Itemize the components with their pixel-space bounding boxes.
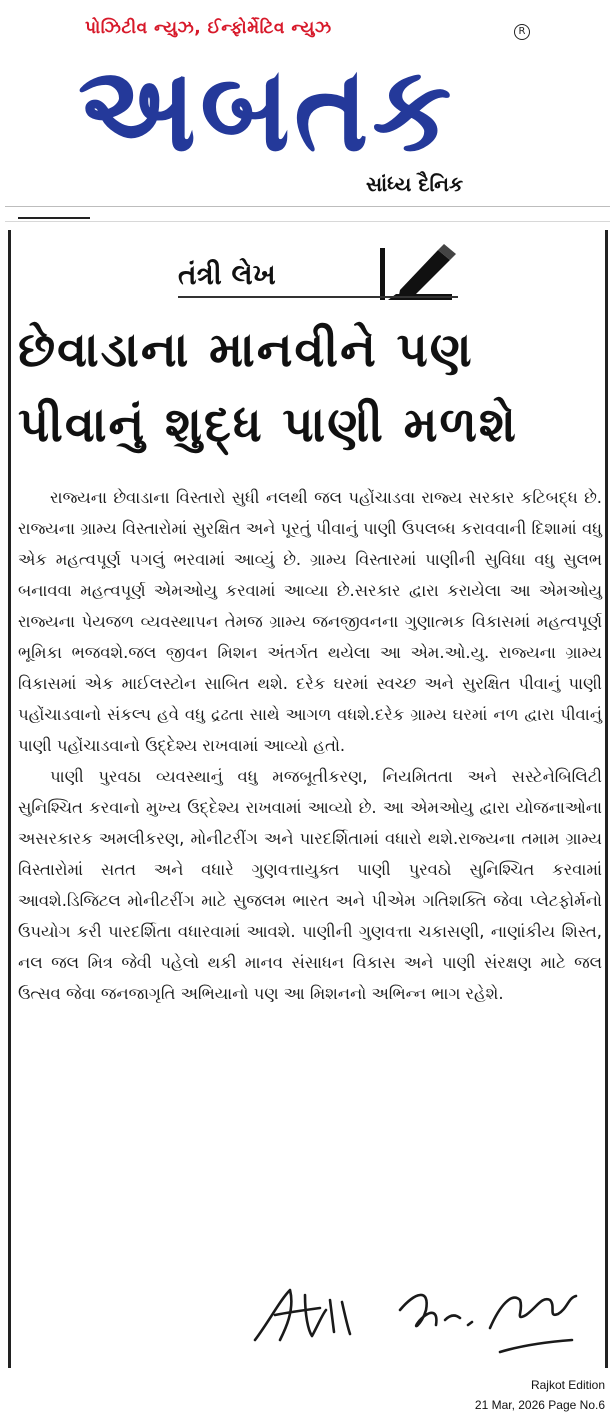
- section-underline: [178, 296, 458, 298]
- headline-line-1: છેવાડાના માનવીને પણ: [18, 322, 474, 378]
- registered-trademark-icon: R: [514, 24, 530, 40]
- headline-line-2: પીવાનું શુદ્ધ પાણી મળશે: [18, 397, 518, 453]
- pen-writing-icon: [378, 242, 458, 304]
- date-page-label: 21 Mar, 2026 Page No.6: [474, 1398, 605, 1412]
- masthead: [0, 0, 615, 215]
- masthead-divider: [5, 206, 610, 207]
- section-label: તંત્રી લેખ: [178, 258, 276, 291]
- masthead-subtitle: સાંધ્ય દૈનિક: [366, 172, 464, 196]
- editor-signature: [250, 1270, 580, 1355]
- accent-divider: [18, 217, 90, 219]
- article-paragraph-2: પાણી પુરવઠા વ્યવસ્થાનું વધુ મજબૂતીકરણ, નિયમિતતા અને સસ્ટેનેબિલિટી સુનિશ્ચિત કરવાનો મુખ્ય ઉદ્દેશ્ય રાખવામાં આવ્યો છે. આ એમઓયુ દ્વારા યોજનાઓના અસરકારક અમલીકરણ, મોનીટરીંગ અને પારદર્શિતામાં વધારો થશે.રાજ્યના તમામ ગ્રામ્ય વિસ્તારોમાં સતત અને વધારે ગુણવત્તાયુક્ત પાણી પુરવઠો સુનિશ્ચિત કરવામાં આવશે.ડિજિટલ મોનીટરીંગ માટે સુજલમ ભારત અને પીએમ ગતિશક્તિ જેવા પ્લેટફોર્મનો ઉપયોગ કરી પારદર્શિતા વધારવામાં આવશે. પાણીની ગુણવત્તા ચકાસણી, નાણાંકીય શિસ્ત, નલ જલ મિત્ર જેવી પહેલો થકી માનવ સંસાધન વિકાસ અને પાણી સંરક્ષણ માટે જલ ઉત્સવ જેવા જનજાગૃતિ અભિયાનો પણ આ મિશનનો અભિન્ન ભાગ રહેશે.: [18, 767, 602, 1003]
- edition-label: Rajkot Edition: [530, 1378, 605, 1392]
- article-body: [18, 482, 602, 1009]
- page-divider: [5, 221, 610, 222]
- newspaper-logo: અબતક: [78, 41, 456, 178]
- masthead-tagline: પોઝિટીવ ન્યુઝ, ઈન્ફોર્મેટિવ ન્યુઝ: [85, 18, 332, 38]
- article-paragraph-1: રાજ્યના છેવાડાના વિસ્તારો સુધી નલથી જલ પહોંચાડવા રાજ્ય સરકાર કટિબદ્ધ છે. રાજ્યના ગ્રામ્ય વિસ્તારોમાં સુરક્ષિત અને પૂરતું પીવાનું પાણી ઉપલબ્ધ કરાવવાની દિશામાં વધુ એક મહત્વપૂર્ણ પગલું ભરવામાં આવ્યું છે. ગ્રામ્ય વિસ્તારમાં પાણીની સુવિધા વધુ સુલભ બનાવવા મહત્વપૂર્ણ એમઓયુ કરવામાં આવ્યા છે.સરકાર દ્વારા કરાયેલા આ એમઓયુ રાજ્યના પેયજળ વ્યવસ્થાપન તેમજ ગ્રામ્ય જનજીવનના ગુણાત્મક વિકાસમાં મહત્વપૂર્ણ ભૂમિકા ભજવશે.જલ જીવન મિશન અંતર્ગત થયેલા આ એમ.ઓ.યુ. રાજ્યના ગ્રામ્ય વિકાસમાં એક માઈલસ્ટોન સાબિત થશે. દરેક ઘરમાં સ્વચ્છ અને સુરક્ષિત પીવાનું પાણી પહોંચાડવાનો સંકલ્પ હવે વધુ દ્રઢતા સાથે આગળ વધશે.દરેક ગ્રામ્ય ઘરમાં નળ દ્વારા પીવાનું પાણી પહોંચાડવાનો ઉદ્દેશ્ય રાખવામાં આવ્યો હતો.: [18, 488, 602, 755]
